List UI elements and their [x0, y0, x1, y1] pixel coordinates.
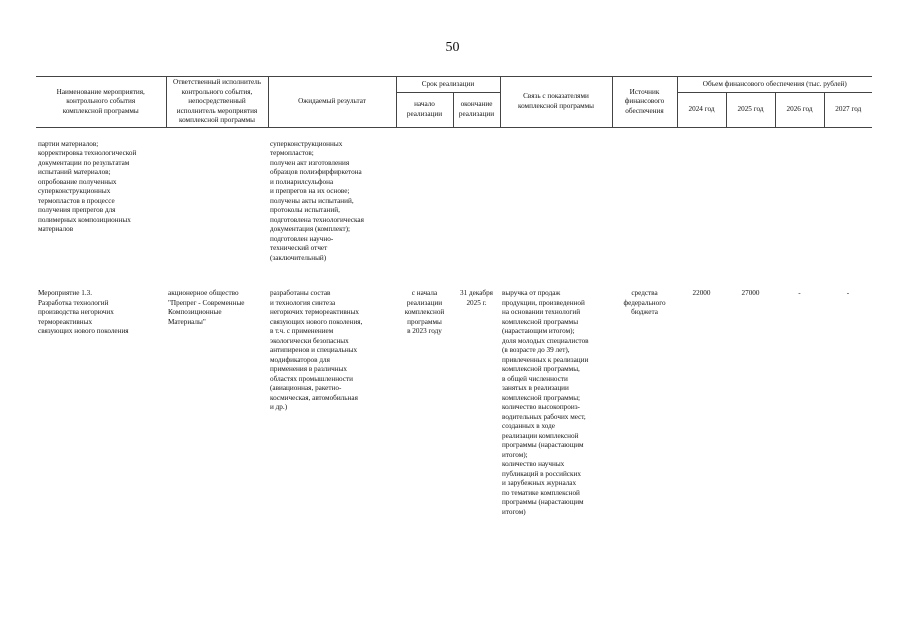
cell-start: с начала реализации комплексной программы в 2023 году	[404, 289, 445, 335]
cell-result: разработаны состав и технология синтеза негорючих термореактивных связующих нового поколения, в т.ч. с применением экологически безопасных антипиренов и специальных модификаторов для применения в различных областях промышленности (авиационная, ракетно- космическая, автомобильная и др.)	[270, 289, 363, 411]
header-finance-group: Объем финансового обеспечения (тыс. рублей)	[677, 77, 872, 93]
header-term-start: начало реализации	[396, 92, 453, 127]
program-table	[36, 76, 872, 517]
header-year-2027: 2027 год	[824, 92, 872, 127]
header-link: Связь с показателями комплексной программы	[500, 77, 612, 128]
cell-2025	[726, 140, 775, 264]
cell-2026: -	[798, 289, 801, 297]
cell-end: 31 декабря 2025 г.	[460, 289, 493, 307]
cell-2024: 22000	[692, 289, 711, 297]
cell-responsible	[166, 140, 268, 264]
cell-end	[453, 140, 500, 264]
cell-2026	[775, 140, 824, 264]
cell-2024	[677, 140, 726, 264]
cell-start	[396, 140, 453, 264]
cell-link: выручка от продаж продукции, произведенной на основании технологий комплексной программы (нарастающим итогом); доля молодых специалистов (в возрасте до 39 лет), привлеченных к реализации комплексной программы, в общей численности занятых в реализации комплексной программы; количество высокопроиз- водительных рабочих мест, созданных в ходе реализации комплексной программы (нарастающим итогом); количество научных публикаций в российских и зарубежных журналах по тематике комплексной программы (нарастающим итогом)	[502, 289, 589, 516]
cell-responsible: акционерное общество "Препрег - Современные Композиционные Материалы"	[168, 289, 245, 326]
header-expected-result: Ожидаемый результат	[268, 77, 396, 128]
cell-2027	[824, 140, 872, 264]
header-year-2026: 2026 год	[775, 92, 824, 127]
header-name: Наименование мероприятия, контрольного события комплексной программы	[36, 77, 166, 128]
header-term-end: окончание реализации	[453, 92, 500, 127]
cell-result: суперконструкционных термопластов; получен акт изготовления образцов полиэфирфиркетона и полиарилсульфона и препрегов на их основе; получены акты испытаний, протоколы испытаний, подготовлена технологическая документация (комплект); подготовлен научно- технический отчет (заключительный)	[270, 139, 364, 262]
header-term-group: Срок реализации	[396, 77, 500, 93]
table-row	[36, 140, 872, 264]
page-number: 50	[445, 40, 460, 55]
cell-name: Мероприятие 1.3. Разработка технологий производства негорючих термореактивных связующих нового поколения	[38, 289, 129, 335]
cell-source: средства федерального бюджета	[623, 289, 666, 316]
cell-2027: -	[846, 289, 850, 297]
header-year-2025: 2025 год	[726, 92, 775, 127]
header-responsible: Ответственный исполнитель контрольного события, непосредственный исполнитель мероприятия комплексной программы	[166, 77, 268, 128]
header-source: Источник финансового обеспечения	[612, 77, 677, 128]
table-header	[36, 77, 872, 128]
header-year-2024: 2024 год	[677, 92, 726, 127]
cell-name: партии материалов; корректировка технологической документации по результатам испытаний материалов; опробование полученных суперконструкционных термопластов в процессе получения препрегов для полимерных композиционных материалов	[38, 139, 137, 233]
table-row	[36, 289, 872, 517]
cell-link	[500, 140, 612, 264]
cell-2025: 27000	[741, 289, 760, 297]
cell-source	[612, 140, 677, 264]
